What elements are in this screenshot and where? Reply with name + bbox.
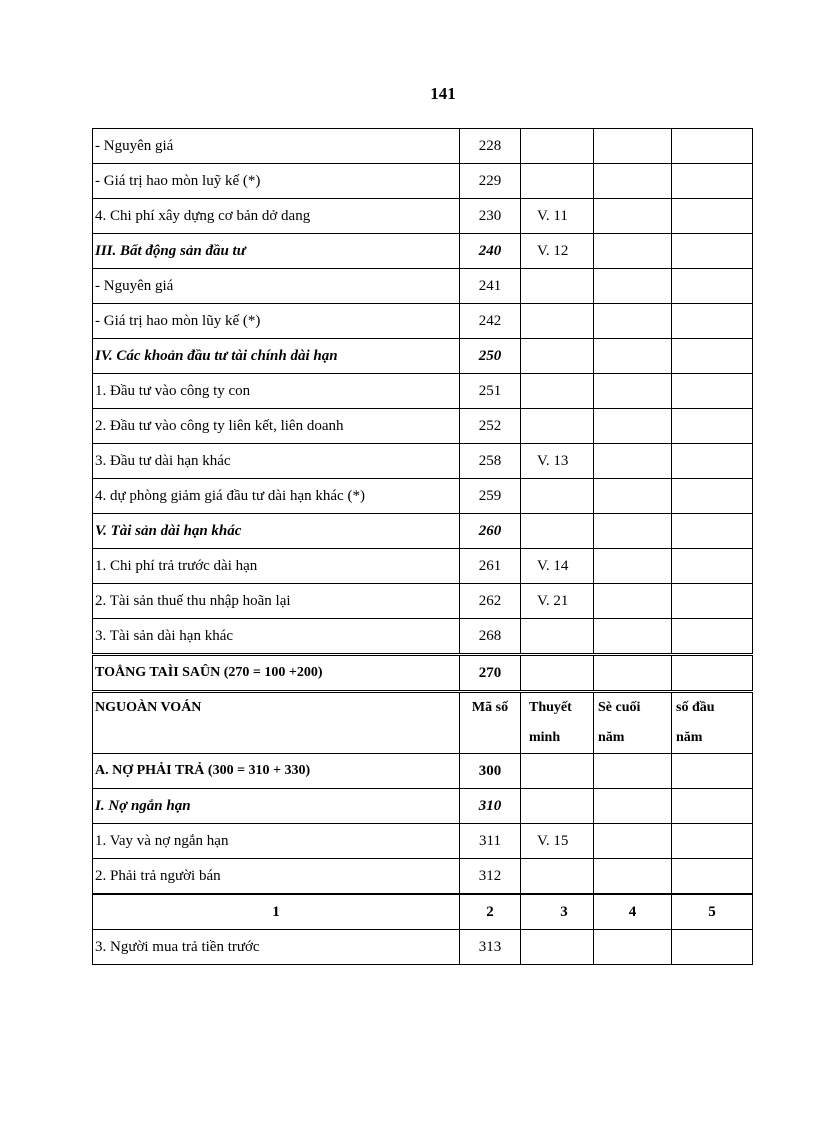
row-label: I. Nợ ngắn hạn <box>93 789 460 824</box>
row-start-of-year: năm <box>672 723 753 754</box>
table-row <box>93 549 753 584</box>
row-start-of-year <box>672 859 753 895</box>
balance-sheet-table <box>92 128 753 965</box>
row-label: NGUOÀN VOÁN <box>93 692 460 724</box>
row-code: 311 <box>460 824 521 859</box>
row-note <box>521 859 594 895</box>
row-end-of-year: năm <box>594 723 672 754</box>
row-label: III. Bất động sản đầu tư <box>93 234 460 269</box>
row-end-of-year <box>594 584 672 619</box>
row-note: minh <box>521 723 594 754</box>
row-label: 1 <box>93 894 460 930</box>
table-row <box>93 655 753 692</box>
row-start-of-year <box>672 824 753 859</box>
row-note <box>521 409 594 444</box>
table-row <box>93 859 753 895</box>
row-end-of-year <box>594 444 672 479</box>
row-start-of-year <box>672 479 753 514</box>
row-label: 2. Đầu tư vào công ty liên kết, liên doanh <box>93 409 460 444</box>
row-start-of-year <box>672 584 753 619</box>
row-note: V. 15 <box>521 824 594 859</box>
row-note: 3 <box>521 894 594 930</box>
row-code: 252 <box>460 409 521 444</box>
row-code: 262 <box>460 584 521 619</box>
table-row <box>93 479 753 514</box>
row-label: 1. Vay và nợ ngắn hạn <box>93 824 460 859</box>
row-note <box>521 129 594 164</box>
row-label: 3. Tài sản dài hạn khác <box>93 619 460 655</box>
row-start-of-year: số đầu <box>672 692 753 724</box>
row-end-of-year <box>594 409 672 444</box>
row-code: 242 <box>460 304 521 339</box>
row-label: 2. Phải trả người bán <box>93 859 460 895</box>
row-note <box>521 655 594 692</box>
table-body <box>93 129 753 965</box>
row-note <box>521 269 594 304</box>
row-end-of-year <box>594 930 672 965</box>
row-note <box>521 304 594 339</box>
table-row <box>93 894 753 930</box>
row-note <box>521 164 594 199</box>
row-label: 1. Đầu tư vào công ty con <box>93 374 460 409</box>
table-row <box>93 824 753 859</box>
row-note <box>521 339 594 374</box>
row-start-of-year <box>672 269 753 304</box>
row-end-of-year <box>594 164 672 199</box>
row-code: 300 <box>460 754 521 789</box>
row-label: IV. Các khoản đầu tư tài chính dài hạn <box>93 339 460 374</box>
row-end-of-year <box>594 199 672 234</box>
row-end-of-year <box>594 129 672 164</box>
row-end-of-year <box>594 234 672 269</box>
row-note: V. 11 <box>521 199 594 234</box>
table-row <box>93 164 753 199</box>
row-note <box>521 930 594 965</box>
row-code <box>460 723 521 754</box>
row-label: - Giá trị hao mòn luỹ kế (*) <box>93 164 460 199</box>
row-note <box>521 514 594 549</box>
row-code: 230 <box>460 199 521 234</box>
row-code: 251 <box>460 374 521 409</box>
row-start-of-year <box>672 339 753 374</box>
row-code: 2 <box>460 894 521 930</box>
row-label: 4. Chi phí xây dựng cơ bản dở dang <box>93 199 460 234</box>
row-start-of-year <box>672 754 753 789</box>
row-note: V. 14 <box>521 549 594 584</box>
row-code: 312 <box>460 859 521 895</box>
row-end-of-year: Sè cuối <box>594 692 672 724</box>
table-row <box>93 930 753 965</box>
row-label: - Nguyên giá <box>93 129 460 164</box>
row-start-of-year <box>672 789 753 824</box>
table-row <box>93 129 753 164</box>
row-end-of-year <box>594 859 672 895</box>
row-start-of-year <box>672 930 753 965</box>
row-note: V. 13 <box>521 444 594 479</box>
row-note <box>521 479 594 514</box>
row-end-of-year <box>594 304 672 339</box>
row-start-of-year <box>672 514 753 549</box>
row-start-of-year <box>672 304 753 339</box>
table-row <box>93 754 753 789</box>
row-end-of-year <box>594 514 672 549</box>
row-note <box>521 754 594 789</box>
table-row <box>93 409 753 444</box>
row-start-of-year <box>672 444 753 479</box>
table-row <box>93 444 753 479</box>
row-code: 258 <box>460 444 521 479</box>
row-note: V. 12 <box>521 234 594 269</box>
table-row <box>93 723 753 754</box>
row-code: 229 <box>460 164 521 199</box>
row-end-of-year <box>594 479 672 514</box>
table-row <box>93 619 753 655</box>
row-code: 268 <box>460 619 521 655</box>
row-note <box>521 789 594 824</box>
row-code: 259 <box>460 479 521 514</box>
row-end-of-year <box>594 754 672 789</box>
row-end-of-year <box>594 789 672 824</box>
table-row <box>93 304 753 339</box>
row-label: 4. dự phòng giảm giá đầu tư dài hạn khác (*) <box>93 479 460 514</box>
row-note: Thuyết <box>521 692 594 724</box>
row-label: 3. Người mua trả tiền trước <box>93 930 460 965</box>
table-row <box>93 199 753 234</box>
row-start-of-year: 5 <box>672 894 753 930</box>
row-note <box>521 374 594 409</box>
row-label: A. NỢ PHẢI TRẢ (300 = 310 + 330) <box>93 754 460 789</box>
table-row <box>93 789 753 824</box>
row-label: TOÅNG TAÌI SAÛN (270 = 100 +200) <box>93 655 460 692</box>
row-start-of-year <box>672 409 753 444</box>
row-code: 313 <box>460 930 521 965</box>
table-row <box>93 692 753 724</box>
row-label: - Nguyên giá <box>93 269 460 304</box>
row-end-of-year <box>594 655 672 692</box>
row-start-of-year <box>672 199 753 234</box>
row-note: V. 21 <box>521 584 594 619</box>
table-row <box>93 374 753 409</box>
row-end-of-year: 4 <box>594 894 672 930</box>
row-end-of-year <box>594 549 672 584</box>
row-code: 240 <box>460 234 521 269</box>
row-start-of-year <box>672 129 753 164</box>
row-code: Mã số <box>460 692 521 724</box>
row-code: 260 <box>460 514 521 549</box>
row-code: 241 <box>460 269 521 304</box>
row-label: 3. Đầu tư dài hạn khác <box>93 444 460 479</box>
table-row <box>93 269 753 304</box>
page-number: 141 <box>430 84 456 103</box>
row-start-of-year <box>672 164 753 199</box>
row-code: 270 <box>460 655 521 692</box>
row-start-of-year <box>672 549 753 584</box>
table-row <box>93 514 753 549</box>
row-start-of-year <box>672 655 753 692</box>
row-label: - Giá trị hao mòn lũy kế (*) <box>93 304 460 339</box>
row-end-of-year <box>594 339 672 374</box>
row-end-of-year <box>594 269 672 304</box>
row-label: 2. Tài sản thuế thu nhập hoãn lại <box>93 584 460 619</box>
balance-sheet <box>92 128 752 965</box>
row-start-of-year <box>672 619 753 655</box>
table-row <box>93 234 753 269</box>
row-code: 228 <box>460 129 521 164</box>
row-start-of-year <box>672 234 753 269</box>
row-end-of-year <box>594 619 672 655</box>
row-end-of-year <box>594 824 672 859</box>
table-row <box>93 584 753 619</box>
row-label: V. Tài sản dài hạn khác <box>93 514 460 549</box>
row-code: 261 <box>460 549 521 584</box>
row-code: 310 <box>460 789 521 824</box>
row-note <box>521 619 594 655</box>
row-end-of-year <box>594 374 672 409</box>
table-row <box>93 339 753 374</box>
row-label: 1. Chi phí trả trước dài hạn <box>93 549 460 584</box>
row-label <box>93 723 460 754</box>
row-start-of-year <box>672 374 753 409</box>
row-code: 250 <box>460 339 521 374</box>
